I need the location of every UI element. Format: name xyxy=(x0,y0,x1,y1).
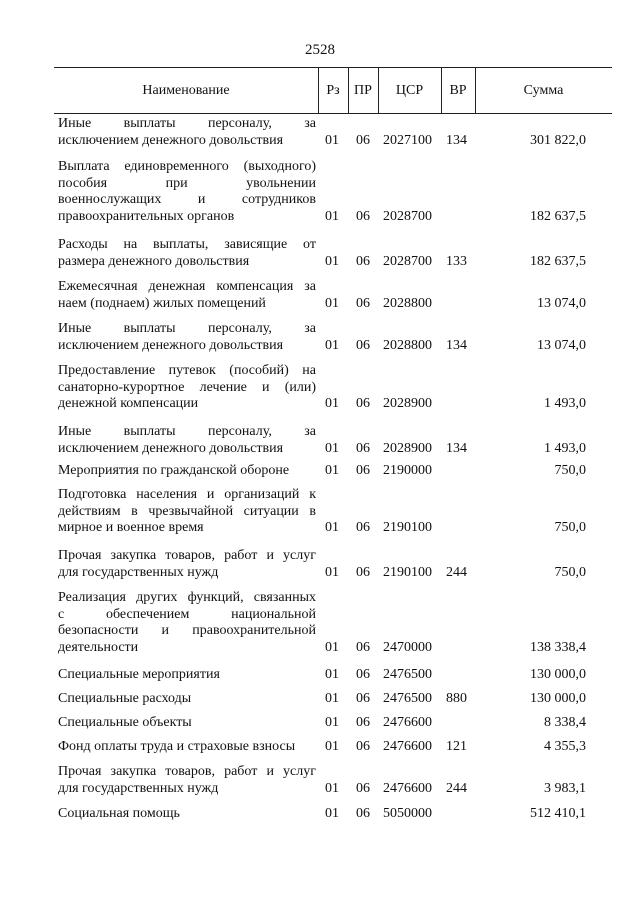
row-rz: 01 xyxy=(325,337,339,353)
row-name xyxy=(58,590,316,656)
row-pr: 06 xyxy=(356,739,370,754)
table-row xyxy=(0,739,640,756)
row-name-line: Специальные объекты xyxy=(58,715,192,730)
row-name-line: для государственных нужд xyxy=(58,564,219,580)
row-name-line: Иные выплаты персоналу, за xyxy=(58,116,316,131)
row-name-line: Выплата единовременного (выходного) xyxy=(58,159,316,174)
row-name-line: Иные выплаты персоналу, за xyxy=(58,424,316,439)
row-vr: 244 xyxy=(446,564,467,580)
row-vr: 121 xyxy=(446,739,467,754)
row-rz: 01 xyxy=(325,780,339,796)
header-pr: ПР xyxy=(354,83,372,98)
row-name-line: пособия при увольнении xyxy=(58,175,316,191)
row-pr: 06 xyxy=(356,564,370,580)
row-name xyxy=(58,548,316,581)
row-rz: 01 xyxy=(325,806,339,821)
row-pr: 06 xyxy=(356,253,370,269)
row-sum: 4 355,3 xyxy=(544,739,586,754)
row-vr: 133 xyxy=(446,253,467,269)
row-pr: 06 xyxy=(356,396,370,412)
row-csr: 2190100 xyxy=(383,520,432,536)
row-pr: 06 xyxy=(356,295,370,311)
row-vr: 134 xyxy=(446,440,467,456)
row-sum: 182 637,5 xyxy=(530,253,586,269)
row-csr: 5050000 xyxy=(383,806,432,821)
row-csr: 2476600 xyxy=(383,739,432,754)
row-pr: 06 xyxy=(356,715,370,730)
row-pr: 06 xyxy=(356,132,370,148)
row-rz: 01 xyxy=(325,396,339,412)
row-name-line: денежной компенсации xyxy=(58,396,199,412)
row-pr: 06 xyxy=(356,337,370,353)
row-sum: 13 074,0 xyxy=(537,337,586,353)
row-csr: 2028700 xyxy=(383,253,432,269)
header-rz: Рз xyxy=(326,83,340,98)
row-name-line: правоохранительных органов xyxy=(58,208,235,224)
row-csr: 2190000 xyxy=(383,463,432,478)
row-pr: 06 xyxy=(356,639,370,655)
row-sum: 130 000,0 xyxy=(530,691,586,706)
row-rz: 01 xyxy=(325,463,339,478)
table-row xyxy=(0,321,640,354)
row-pr: 06 xyxy=(356,667,370,682)
row-sum: 750,0 xyxy=(554,520,586,536)
row-name-line: наем (поднаем) жилых помещений xyxy=(58,295,266,311)
row-rz: 01 xyxy=(325,253,339,269)
row-csr: 2476600 xyxy=(383,780,432,796)
row-rz: 01 xyxy=(325,691,339,706)
row-rz: 01 xyxy=(325,564,339,580)
row-name xyxy=(58,764,316,797)
page-number: 2528 xyxy=(305,42,335,58)
row-csr: 2476600 xyxy=(383,715,432,730)
row-rz: 01 xyxy=(325,295,339,311)
row-name-line: исключением денежного довольствия xyxy=(58,337,284,353)
row-rz: 01 xyxy=(325,739,339,754)
row-rz: 01 xyxy=(325,639,339,655)
row-vr: 244 xyxy=(446,780,467,796)
row-name-line: Прочая закупка товаров, работ и услуг xyxy=(58,764,316,779)
table-row xyxy=(0,590,640,656)
row-sum: 138 338,4 xyxy=(530,639,586,655)
row-pr: 06 xyxy=(356,691,370,706)
row-sum: 182 637,5 xyxy=(530,208,586,224)
row-csr: 2028900 xyxy=(383,440,432,456)
row-sum: 512 410,1 xyxy=(530,806,586,821)
table-row xyxy=(0,764,640,797)
row-vr: 880 xyxy=(446,691,467,706)
row-name-line: Специальные расходы xyxy=(58,691,192,706)
row-csr: 2028800 xyxy=(383,295,432,311)
row-csr: 2028700 xyxy=(383,208,432,224)
row-name xyxy=(58,691,316,708)
row-rz: 01 xyxy=(325,715,339,730)
row-csr: 2028800 xyxy=(383,337,432,353)
row-name xyxy=(58,463,316,480)
row-pr: 06 xyxy=(356,463,370,478)
row-name-line: военнослужащих и сотрудников xyxy=(58,192,316,208)
table-row xyxy=(0,548,640,581)
row-sum: 130 000,0 xyxy=(530,667,586,682)
row-name xyxy=(58,363,316,413)
row-name xyxy=(58,237,316,270)
row-pr: 06 xyxy=(356,208,370,224)
table-row xyxy=(0,487,640,537)
table-row xyxy=(0,279,640,312)
row-name-line: исключением денежного довольствия xyxy=(58,440,284,456)
row-name xyxy=(58,487,316,537)
table-header xyxy=(54,67,612,114)
header-csr: ЦСР xyxy=(395,83,424,98)
table-row xyxy=(0,715,640,732)
row-csr: 2028900 xyxy=(383,396,432,412)
row-name-line: размера денежного довольствия xyxy=(58,253,250,269)
row-name-line: Предоставление путевок (пособий) на xyxy=(58,363,316,378)
header-vr: ВР xyxy=(449,83,467,98)
row-csr: 2476500 xyxy=(383,667,432,682)
row-sum: 3 983,1 xyxy=(544,780,586,796)
row-vr: 134 xyxy=(446,132,467,148)
row-name-line: Иные выплаты персоналу, за xyxy=(58,321,316,336)
row-name xyxy=(58,806,316,823)
header-name: Наименование xyxy=(142,83,230,98)
row-pr: 06 xyxy=(356,806,370,821)
row-name-line: для государственных нужд xyxy=(58,780,219,796)
row-name xyxy=(58,116,316,149)
row-name-line: исключением денежного довольствия xyxy=(58,132,284,148)
row-sum: 1 493,0 xyxy=(544,440,586,456)
row-name xyxy=(58,279,316,312)
row-name xyxy=(58,667,316,684)
row-sum: 1 493,0 xyxy=(544,396,586,412)
row-name-line: с обеспечением национальной xyxy=(58,606,316,622)
row-name-line: Специальные мероприятия xyxy=(58,667,220,682)
row-rz: 01 xyxy=(325,520,339,536)
row-name-line: Подготовка населения и организаций к xyxy=(58,487,316,502)
row-sum: 750,0 xyxy=(554,564,586,580)
row-name-line: Социальная помощь xyxy=(58,806,180,821)
table-row xyxy=(0,159,640,225)
row-pr: 06 xyxy=(356,780,370,796)
row-pr: 06 xyxy=(356,520,370,536)
row-sum: 750,0 xyxy=(554,463,586,478)
row-sum: 13 074,0 xyxy=(537,295,586,311)
row-csr: 2027100 xyxy=(383,132,432,148)
row-name xyxy=(58,424,316,457)
row-name-line: мирное и военное время xyxy=(58,520,204,536)
row-rz: 01 xyxy=(325,667,339,682)
row-pr: 06 xyxy=(356,440,370,456)
row-name xyxy=(58,159,316,225)
row-name-line: Мероприятия по гражданской обороне xyxy=(58,463,290,478)
row-rz: 01 xyxy=(325,132,339,148)
table-row xyxy=(0,691,640,708)
header-sum: Сумма xyxy=(523,83,564,98)
row-name-line: Реализация других функций, связанных xyxy=(58,590,316,605)
row-name-line: действиям в чрезвычайной ситуации в xyxy=(58,503,316,519)
table-row xyxy=(0,806,640,823)
row-rz: 01 xyxy=(325,440,339,456)
row-csr: 2190100 xyxy=(383,564,432,580)
row-name xyxy=(58,739,316,756)
row-name-line: Расходы на выплаты, зависящие от xyxy=(58,237,316,252)
row-vr: 134 xyxy=(446,337,467,353)
row-name-line: Фонд оплаты труда и страховые взносы xyxy=(58,739,296,754)
row-csr: 2476500 xyxy=(383,691,432,706)
table-row xyxy=(0,116,640,149)
row-csr: 2470000 xyxy=(383,639,432,655)
row-name-line: санаторно-курортное лечение и (или) xyxy=(58,379,316,395)
row-rz: 01 xyxy=(325,208,339,224)
row-name-line: безопасности и правоохранительной xyxy=(58,623,316,639)
table-row xyxy=(0,667,640,684)
row-sum: 8 338,4 xyxy=(544,715,586,730)
row-name-line: деятельности xyxy=(58,639,139,655)
table-row xyxy=(0,424,640,457)
row-name xyxy=(58,715,316,732)
row-name xyxy=(58,321,316,354)
table-row xyxy=(0,237,640,270)
table-row xyxy=(0,363,640,413)
row-name-line: Ежемесячная денежная компенсация за xyxy=(58,279,316,294)
table-row xyxy=(0,463,640,480)
row-name-line: Прочая закупка товаров, работ и услуг xyxy=(58,548,316,563)
row-sum: 301 822,0 xyxy=(530,132,586,148)
